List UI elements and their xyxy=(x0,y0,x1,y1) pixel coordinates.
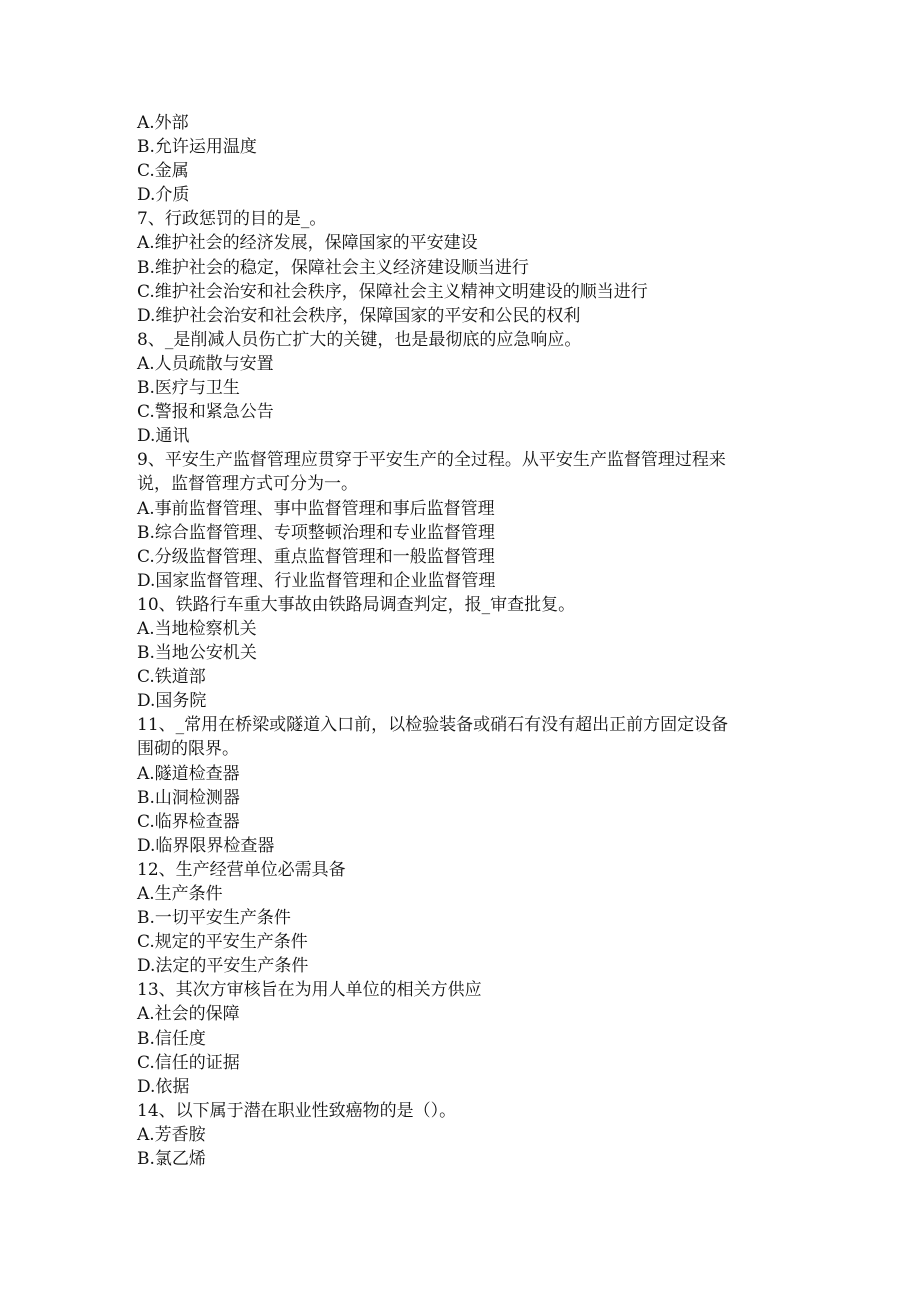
q13-option-c: C.信任的证据 xyxy=(137,1052,240,1073)
q8-option-d: D.通讯 xyxy=(137,426,190,447)
q11-option-a: A.隧道检查器 xyxy=(137,763,240,784)
q6-option-d: D.介质 xyxy=(137,185,190,206)
q13-question: 13、其次方审核旨在为用人单位的相关方供应 xyxy=(137,980,482,1001)
q8-question: 8、_是削减人员伤亡扩大的关键，也是最彻底的应急响应。 xyxy=(137,329,582,350)
q9-option-d: D.国家监督管理、行业监督管理和企业监督管理 xyxy=(137,570,496,591)
q9-question-line-2: 说，监督管理方式可分为一。 xyxy=(137,474,358,495)
q13-option-d: D.依据 xyxy=(137,1076,190,1097)
q10-question: 10、铁路行车重大事故由铁路局调查判定，报_审查批复。 xyxy=(137,594,576,615)
q9-option-b: B.综合监督管理、专项整顿治理和专业监督管理 xyxy=(137,522,495,543)
q7-option-d: D.维护社会治安和社会秩序，保障国家的平安和公民的权利 xyxy=(137,305,581,326)
q14-option-a: A.芳香胺 xyxy=(137,1124,206,1145)
q9-option-a: A.事前监督管理、事中监督管理和事后监督管理 xyxy=(137,498,495,519)
document-body xyxy=(137,111,797,1171)
q13-option-a: A.社会的保障 xyxy=(137,1004,240,1025)
q10-option-d: D.国务院 xyxy=(137,691,207,712)
q9-question-line-1: 9、平安生产监督管理应贯穿于平安生产的全过程。从平安生产监督管理过程来 xyxy=(137,450,726,471)
q9-option-c: C.分级监督管理、重点监督管理和一般监督管理 xyxy=(137,546,495,567)
q10-option-c: C.铁道部 xyxy=(137,667,206,688)
q10-option-a: A.当地检察机关 xyxy=(137,618,257,639)
q8-option-b: B.医疗与卫生 xyxy=(137,378,240,399)
q7-option-a: A.维护社会的经济发展，保障国家的平安建设 xyxy=(137,233,478,254)
q12-option-a: A.生产条件 xyxy=(137,884,223,904)
q11-option-c: C.临界检查器 xyxy=(137,811,240,832)
q11-question-line-2: 围砌的限界。 xyxy=(137,739,239,760)
q12-option-d: D.法定的平安生产条件 xyxy=(137,956,309,977)
q7-option-c: C.维护社会治安和社会秩序，保障社会主义精神文明建设的顺当进行 xyxy=(137,281,648,302)
q8-option-c: C.警报和紧急公告 xyxy=(137,402,274,423)
q11-question-line-1: 11、_常用在桥梁或隧道入口前，以检验装备或硝石有没有超出正前方固定设备 xyxy=(137,715,729,736)
q6-option-a: A.外部 xyxy=(137,113,189,133)
q12-option-c: C.规定的平安生产条件 xyxy=(137,932,308,953)
q14-question: 14、以下属于潜在职业性致癌物的是（）。 xyxy=(137,1100,457,1121)
q12-question: 12、生产经营单位必需具备 xyxy=(137,859,346,880)
q6-option-b: B.允许运用温度 xyxy=(137,137,257,158)
q8-option-a: A.人员疏散与安置 xyxy=(137,353,274,374)
q14-option-b: B.氯乙烯 xyxy=(137,1149,206,1170)
q10-option-b: B.当地公安机关 xyxy=(137,643,257,664)
q13-option-b: B.信任度 xyxy=(137,1028,206,1049)
q12-option-b: B.一切平安生产条件 xyxy=(137,908,291,929)
q11-option-b: B.山洞检测器 xyxy=(137,787,240,808)
q6-option-c: C.金属 xyxy=(137,161,189,182)
q7-question: 7、行政惩罚的目的是_。 xyxy=(137,209,327,230)
q11-option-d: D.临界限界检查器 xyxy=(137,835,275,856)
q7-option-b: B.维护社会的稳定，保障社会主义经济建设顺当进行 xyxy=(137,257,529,278)
